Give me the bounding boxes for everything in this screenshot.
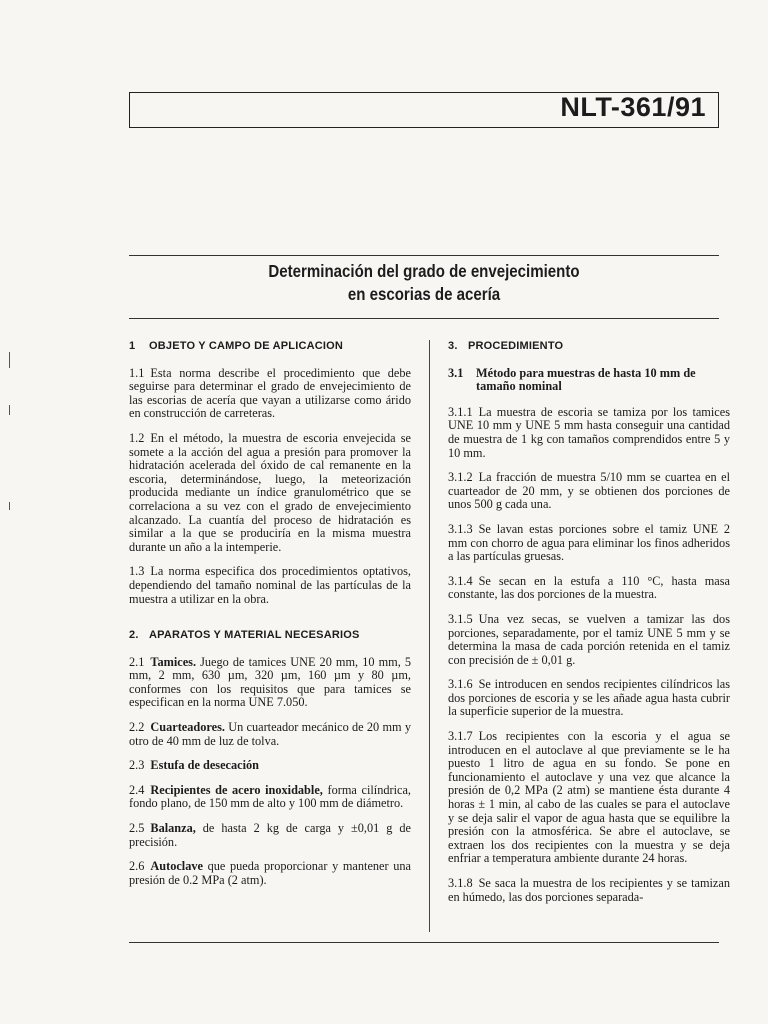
scan-mark xyxy=(9,405,10,415)
paragraph-3-1-7: 3.1.7 Los recipientes con la escoria y el agua se introducen en el autoclave al que previamente se le ha puesto 1 litro de agua en su fondo. Se pone en funcionamiento el autoclave y una vez que alcance la presión de 0,2 MPa (2 atm) se mantiene ésta durante 4 horas ± 1 min, al cabo de las cuales se para el autoclave y se deja salir el vapor de agua hasta que se equilibre la presión con la atmosférica. Se abre el autoclave, se extraen los dos recipientes con la muestra y se deja enfriar a temperatura ambiente durante 24 horas. xyxy=(448,729,730,866)
paragraph-3-1-2: 3.1.2 La fracción de muestra 5/10 mm se cuartea en el cuarteador de 20 mm, y se obtienen dos porciones de unos 500 g cada una. xyxy=(448,470,730,512)
paragraph-3-1-3: 3.1.3 Se lavan estas porciones sobre el tamiz UNE 2 mm con chorro de agua para eliminar los finos adheridos a las partículas gruesas. xyxy=(448,521,730,564)
section-2-heading: 2. APARATOS Y MATERIAL NECESARIOS xyxy=(129,629,360,642)
standard-code-box xyxy=(129,92,719,128)
document-title xyxy=(170,260,677,306)
paragraph-3-1-1: 3.1.1 La muestra de escoria se tamiza por los tamices UNE 10 mm y UNE 5 mm hasta conseguir una cantidad de muestra de 1 kg con tamaños comprendidos entre 5 y 10 mm. xyxy=(448,404,730,460)
subsection-3-1-heading: 3.1 Método para muestras de hasta 10 mm de tamaño nominal xyxy=(448,365,696,394)
paragraph-3-1-8: 3.1.8 Se saca la muestra de los recipientes y se tamizan en húmedo, las dos porciones separada- xyxy=(448,876,730,904)
title-top-rule xyxy=(129,255,719,256)
paragraph-3-1-6: 3.1.6 Se introducen en sendos recipientes cilíndricos las dos porciones de escoria y se les añade agua hasta cubrir la superficie superior de la muestra. xyxy=(448,677,730,719)
column-divider xyxy=(429,340,430,932)
title-bottom-rule xyxy=(129,318,719,319)
paragraph-1-2: 1.2 En el método, la muestra de escoria envejecida se somete a la acción del agua a presión para promover la hidratación acelerada del óxido de cal remanente en la escoria, determinándose, luego, la meteorización producida mediante un índice granulométrico que se correlaciona a su vez con el grado de envejecimiento alcanzado. La cuantía del proceso de hidratación es similar a la que se produciría en la misma muestra durante un año a la intemperie. xyxy=(129,430,411,554)
title-line-2: en escorias de acería xyxy=(347,284,501,304)
paragraph-1-3: 1.3 La norma especifica dos procedimientos optativos, dependiendo del tamaño nominal de las partículas de la muestra a utilizar en la obra. xyxy=(129,564,411,606)
paragraph-2-3: 2.3 Estufa de desecación xyxy=(129,758,259,773)
paragraph-2-4: 2.4 Recipientes de acero inoxidable, forma cilíndrica, fondo plano, de 150 mm de alto y 100 mm de diámetro. xyxy=(129,782,411,811)
paragraph-2-1: 2.1 Tamices. Juego de tamices UNE 20 mm, 10 mm, 5 mm, 2 mm, 630 µm, 320 µm, 160 µm y 80 µm, conformes con los requisitos que para tamices se especifican en la norma UNE 7.050. xyxy=(129,654,411,710)
left-column xyxy=(129,340,411,898)
standard-code: NLT-361/91 xyxy=(560,92,706,122)
paragraph-2-6: 2.6 Autoclave que pueda proporcionar y mantener una presión de 0.2 MPa (2 atm). xyxy=(129,859,411,887)
paragraph-2-5: 2.5 Balanza, de hasta 2 kg de carga y ±0,01 g de precisión. xyxy=(129,821,411,849)
paragraph-1-1: 1.1 Esta norma describe el procedimiento que debe seguirse para determinar el grado de envejecimiento de las escorias de acería que vayan a utilizarse como árido en construcción de carreteras. xyxy=(129,365,411,421)
footer-rule xyxy=(129,942,719,943)
paragraph-3-1-4: 3.1.4 Se secan en la estufa a 110 °C, hasta masa constante, las dos porciones de la muestra. xyxy=(448,573,730,602)
scan-mark xyxy=(9,502,10,510)
title-line-1: Determinación del grado de envejecimiento xyxy=(268,261,580,281)
right-column xyxy=(448,340,730,915)
scan-mark xyxy=(9,352,10,368)
paragraph-3-1-5: 3.1.5 Una vez secas, se vuelven a tamizar las dos porciones, separadamente, por el tamiz UNE 5 mm y se determina la masa de cada porción retenida en el tamiz con precisión de ± 0,01 g. xyxy=(448,611,730,667)
section-1-heading: 1 OBJETO Y CAMPO DE APLICACION xyxy=(129,340,344,352)
section-3-heading: 3. PROCEDIMIENTO xyxy=(448,340,564,352)
paragraph-2-2: 2.2 Cuarteadores. Un cuarteador mecánico de 20 mm y otro de 40 mm de luz de tolva. xyxy=(129,720,411,748)
